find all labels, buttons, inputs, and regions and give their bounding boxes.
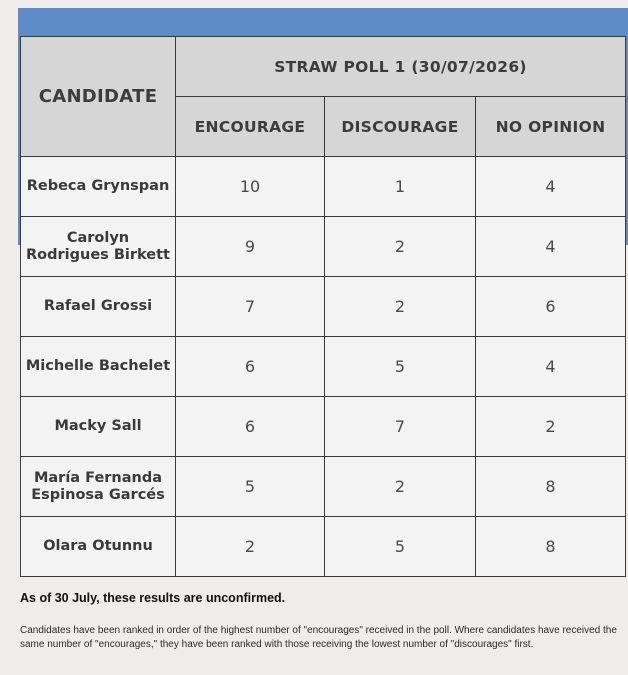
no-opinion-count: 8 [476, 517, 626, 577]
encourage-count: 10 [176, 157, 325, 217]
no-opinion-header: NO OPINION [476, 97, 626, 157]
no-opinion-count: 8 [476, 457, 626, 517]
table-row [21, 397, 626, 457]
discourage-count: 5 [325, 337, 476, 397]
candidate-header: CANDIDATE [21, 37, 176, 157]
discourage-header: DISCOURAGE [325, 97, 476, 157]
unconfirmed-note: As of 30 July, these results are unconfirmed. [20, 591, 286, 605]
no-opinion-count: 4 [476, 157, 626, 217]
poll-header: STRAW POLL 1 (30/07/2026) [176, 37, 626, 97]
no-opinion-count: 2 [476, 397, 626, 457]
candidate-name: Rafael Grossi [21, 277, 176, 337]
no-opinion-count: 4 [476, 337, 626, 397]
candidate-name: Olara Otunnu [21, 517, 176, 577]
encourage-count: 9 [176, 217, 325, 277]
results-table-container [20, 36, 625, 577]
candidate-name: María Fernanda Espinosa Garcés [21, 457, 176, 517]
encourage-count: 6 [176, 337, 325, 397]
header-row-top [21, 37, 626, 97]
top-band [0, 0, 628, 8]
ranking-note: Candidates have been ranked in order of the highest number of "encourages" received in the poll. Where candidates have received the same number of "encourages," they have been ranked with those receiving the lowest number of "discourages" first. [20, 625, 617, 650]
candidate-name: Carolyn Rodrigues Birkett [21, 217, 176, 277]
table-row [21, 337, 626, 397]
table-row [21, 457, 626, 517]
no-opinion-count: 6 [476, 277, 626, 337]
discourage-count: 7 [325, 397, 476, 457]
discourage-count: 5 [325, 517, 476, 577]
encourage-count: 7 [176, 277, 325, 337]
candidate-name: Michelle Bachelet [21, 337, 176, 397]
no-opinion-count: 4 [476, 217, 626, 277]
encourage-header: ENCOURAGE [176, 97, 325, 157]
candidate-name: Rebeca Grynspan [21, 157, 176, 217]
discourage-count: 2 [325, 457, 476, 517]
encourage-count: 5 [176, 457, 325, 517]
discourage-count: 2 [325, 217, 476, 277]
encourage-count: 2 [176, 517, 325, 577]
discourage-count: 2 [325, 277, 476, 337]
table-row [21, 217, 626, 277]
table-row [21, 157, 626, 217]
discourage-count: 1 [325, 157, 476, 217]
table-row [21, 277, 626, 337]
table-row [21, 517, 626, 577]
encourage-count: 6 [176, 397, 325, 457]
results-table [20, 36, 626, 577]
candidate-name: Macky Sall [21, 397, 176, 457]
